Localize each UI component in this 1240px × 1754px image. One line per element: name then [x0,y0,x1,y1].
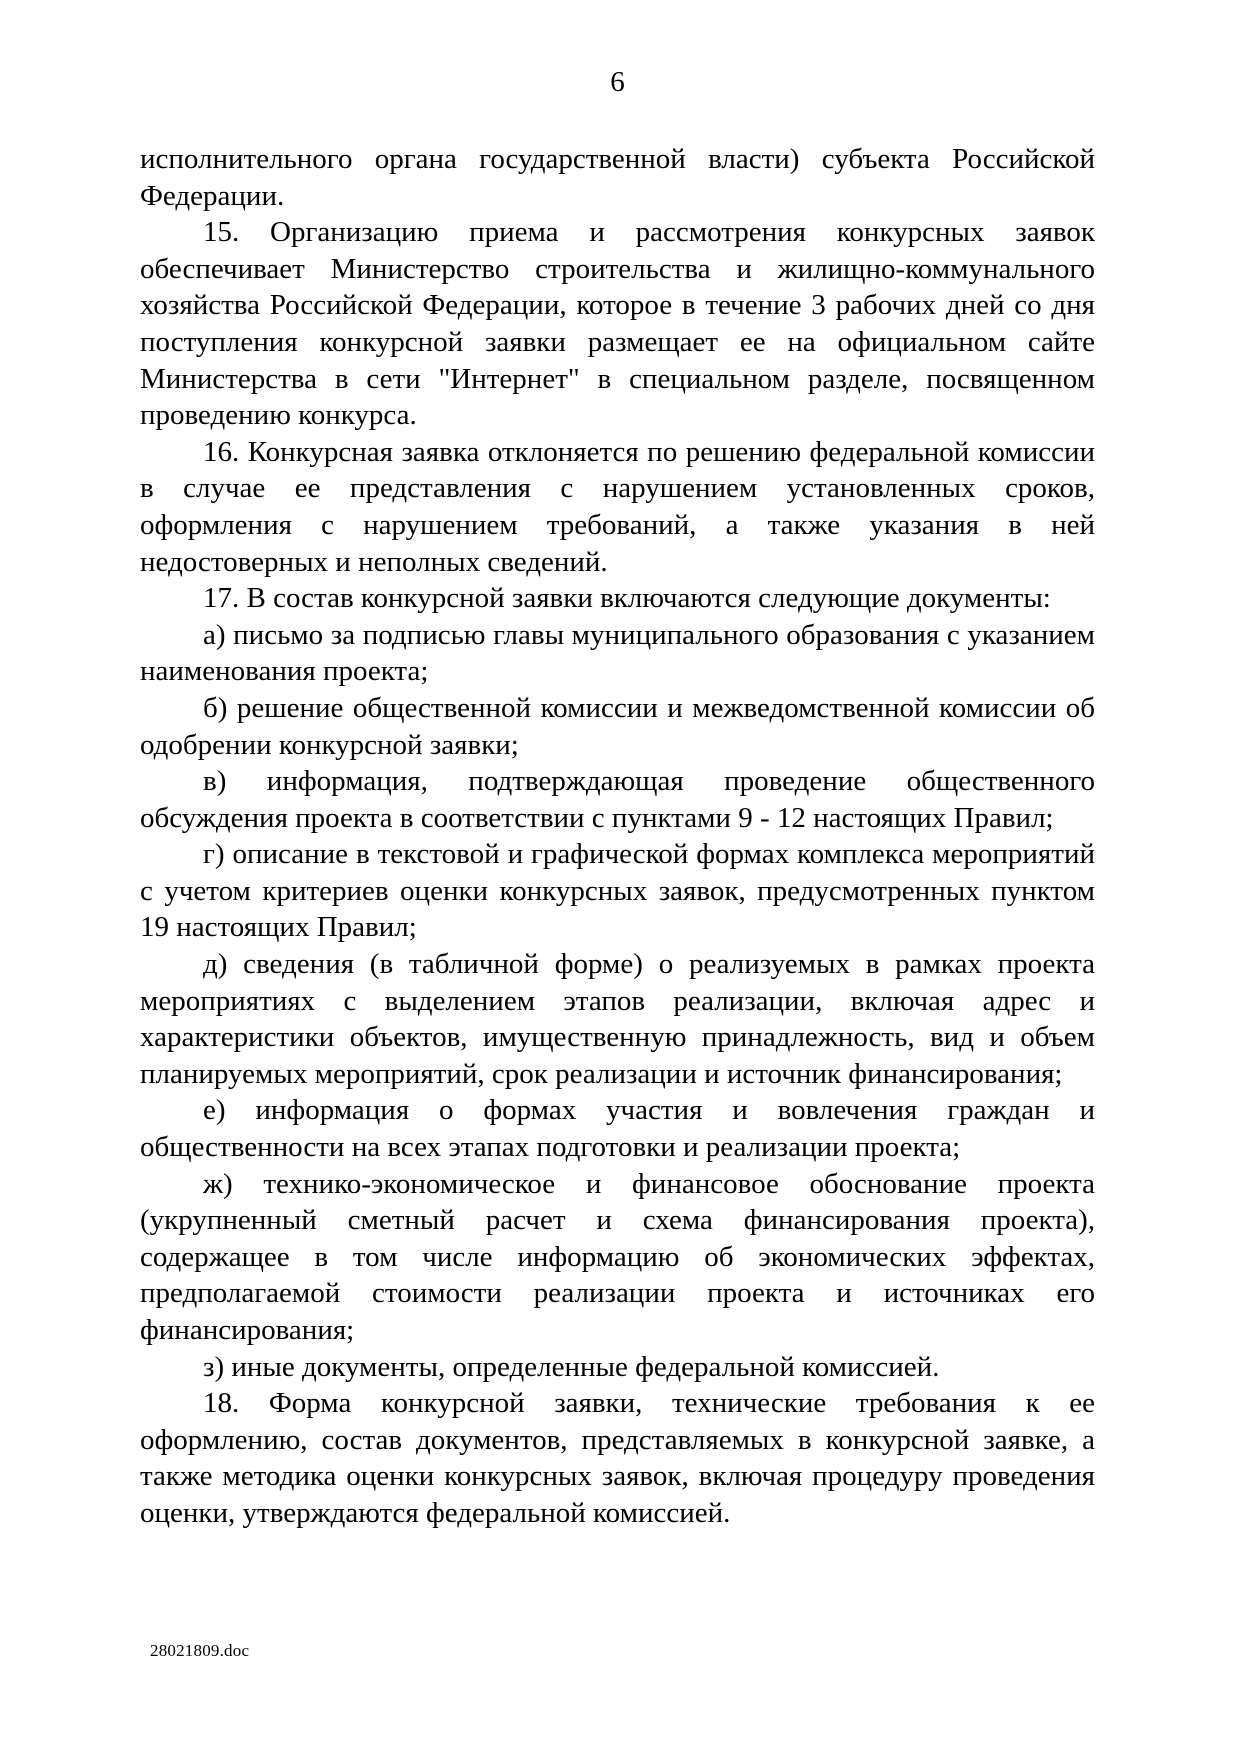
paragraph: б) решение общественной комиссии и межведомственной комиссии об одобрении конкурсной заявки; [140,691,1095,761]
paragraph: в) информация, подтверждающая проведение общественного обсуждения проекта в соответствии с пунктами 9 - 12 настоящих Правил; [140,765,1095,834]
paragraph: 15. Организацию приема и рассмотрения конкурсных заявок обеспечивает Министерство строительства и жилищно-коммунального хозяйства Российской Федерации, которое в течение 3 рабочих дней со дня поступления конкурсной заявки размещает ее на официальном сайте Министерства в сети "Интернет" в специальном разделе, посвященном проведению конкурса. [140,216,1095,432]
document-body [140,141,1095,1532]
paragraph: 16. Конкурсная заявка отклоняется по решению федеральной комиссии в случае ее представления с нарушением установленных сроков, оформления с нарушением требований, а также указания в ней недостоверных и неполных сведений. [140,435,1095,578]
footer-filename: 28021809.doc [150,1641,250,1660]
paragraph: исполнительного органа государственной власти) субъекта Российской Федерации. [140,143,1095,212]
paragraph: г) описание в текстовой и графической формах комплекса мероприятий с учетом критериев оценки конкурсных заявок, предусмотренных пунктом 19 настоящих Правил; [140,838,1095,944]
paragraph: з) иные документы, определенные федеральной комиссией. [203,1350,940,1383]
paragraph: е) информация о формах участия и вовлечения граждан и общественности на всех этапах подготовки и реализации проекта; [140,1094,1095,1164]
paragraph: ж) технико-экономическое и финансовое обоснование проекта (укрупненный сметный расчет и схема финансирования проекта), содержащее в том числе информацию об экономических эффектах, предполагаемой стоимости реализации проекта и источниках его финансирования; [140,1167,1095,1346]
paragraph: д) сведения (в табличной форме) о реализуемых в рамках проекта мероприятиях с выделением этапов реализации, включая адрес и характеристики объектов, имущественную принадлежность, вид и объем планируемых мероприятий, срок реализации и источник финансирования; [140,948,1095,1090]
page-number: 6 [610,66,625,98]
paragraph: а) письмо за подписью главы муниципального образования с указанием наименования проекта; [140,618,1095,688]
paragraph: 18. Форма конкурсной заявки, технические требования к ее оформлению, состав документов, представляемых в конкурсной заявке, а также методика оценки конкурсных заявок, включая процедуру проведения оценки, утверждаются федеральной комиссией. [140,1387,1095,1529]
paragraph: 17. В состав конкурсной заявки включаются следующие документы: [203,582,1051,615]
